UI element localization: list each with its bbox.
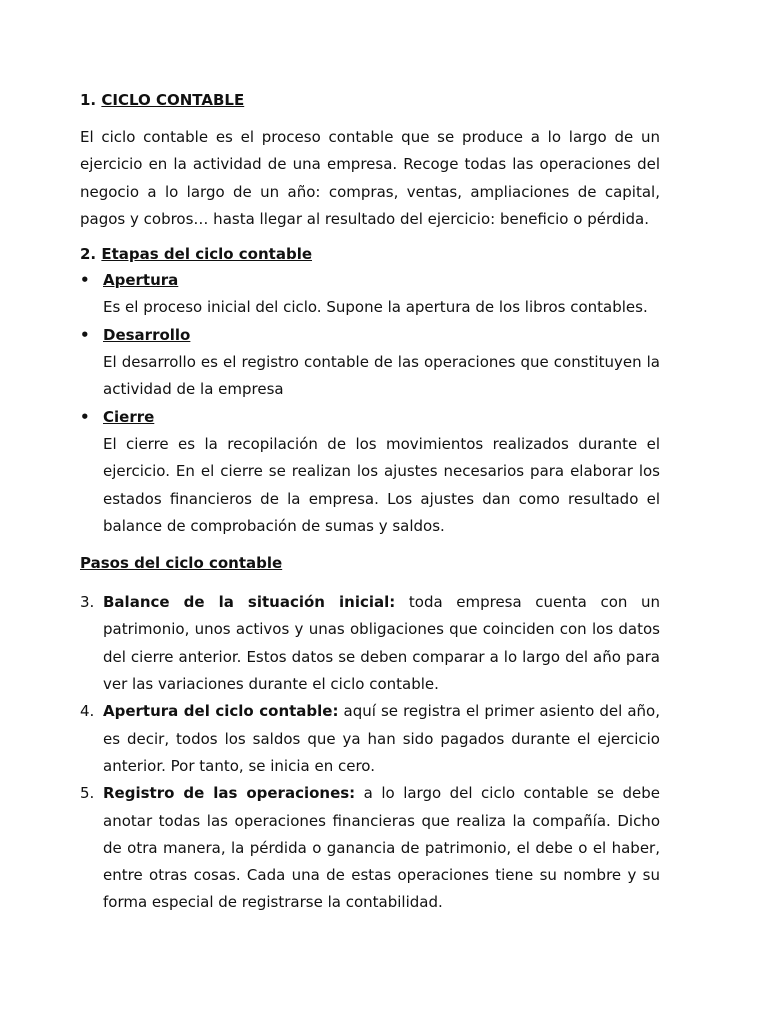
etapa-text: El desarrollo es el registro contable de las operaciones que constituyen la actividad de la empresa <box>103 353 660 399</box>
paso-item <box>80 589 660 698</box>
paso-title: Apertura del ciclo contable: <box>103 702 339 721</box>
etapa-desarrollo <box>80 322 660 404</box>
paso-number: 4. <box>80 702 95 721</box>
etapa-apertura <box>80 267 660 322</box>
bullet-icon: • <box>80 325 90 344</box>
section-1-title: CICLO CONTABLE <box>101 91 245 109</box>
etapas-list <box>80 267 660 540</box>
paso-item <box>80 698 660 780</box>
paso-number: 5. <box>80 784 95 803</box>
etapa-title: Desarrollo <box>103 325 191 344</box>
paso-item <box>80 780 660 916</box>
paso-title: Registro de las operaciones: <box>103 784 356 803</box>
bullet-icon: • <box>80 271 90 290</box>
paso-paragraph <box>103 589 660 698</box>
section-1-number: 1. <box>80 91 97 109</box>
etapa-cierre <box>80 404 660 540</box>
document-page <box>80 88 660 917</box>
pasos-list <box>80 589 660 917</box>
paso-paragraph <box>103 780 660 916</box>
etapa-title: Apertura <box>103 271 179 290</box>
pasos-title: Pasos del ciclo contable <box>80 554 283 573</box>
paso-number: 3. <box>80 593 95 612</box>
paso-title: Balance de la situación inicial: <box>103 593 396 612</box>
pasos-heading <box>80 551 660 575</box>
paso-text: a lo largo del ciclo contable se debe anotar todas las operaciones financieras que realiza la compañía. Dicho de otra manera, la pérdida o ganancia de patrimonio, el debe o el haber, entre otras cosas. Cada una de estas operaciones tiene su nombre y su forma especial de registrarse la contabilidad. <box>103 784 660 912</box>
bullet-icon: • <box>80 407 90 426</box>
section-2-heading <box>80 241 660 267</box>
paso-text: toda empresa cuenta con un patrimonio, unos activos y unas obligaciones que coinciden con los datos del cierre anterior. Estos datos se deben comparar a lo largo del año para ver las variaciones durante el ciclo contable. <box>103 593 660 694</box>
etapa-text: El cierre es la recopilación de los movimientos realizados durante el ejercicio. En el cierre se realizan los ajustes necesarios para elaborar los estados financieros de la empresa. Los ajustes dan como resultado el balance de comprobación de sumas y saldos. <box>103 434 660 535</box>
section-2-title: Etapas del ciclo contable <box>101 245 313 264</box>
paso-paragraph <box>103 698 660 780</box>
section-1-heading <box>80 88 660 112</box>
section-1-paragraph: El ciclo contable es el proceso contable que se produce a lo largo de un ejercicio en la actividad de una empresa. Recoge todas las operaciones del negocio a lo largo de un año: compras, ventas, ampliaciones de capital, pagos y cobros… hasta llegar al resultado del ejercicio: beneficio o pérdida. <box>80 128 660 228</box>
etapa-text: Es el proceso inicial del ciclo. Supone la apertura de los libros contables. <box>103 298 648 317</box>
etapa-title: Cierre <box>103 407 155 426</box>
section-2-number: 2. <box>80 245 97 264</box>
paso-text: aquí se registra el primer asiento del año, es decir, todos los saldos que ya han sido pagados durante el ejercicio anterior. Por tanto, se inicia en cero. <box>103 702 660 775</box>
